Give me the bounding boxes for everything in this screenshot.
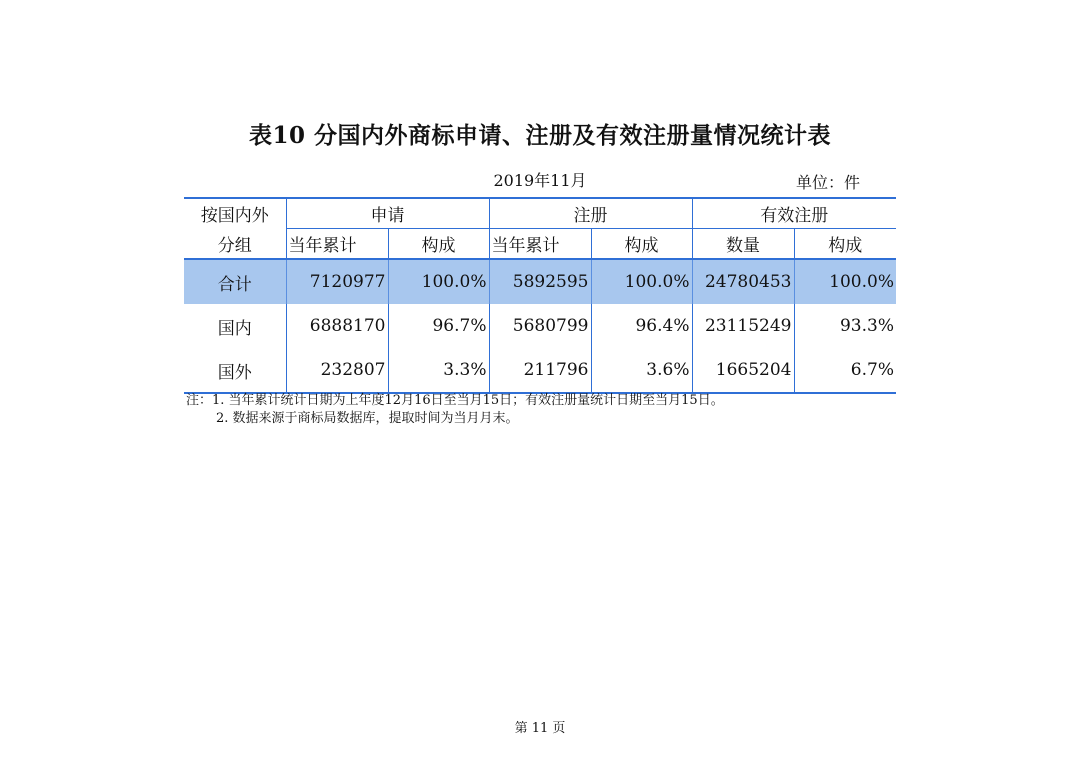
table-cell: 24780453	[692, 259, 794, 304]
row-label: 国外	[184, 348, 286, 393]
subheader-valid-share: 构成	[828, 236, 863, 256]
table-cell: 96.7%	[388, 304, 489, 348]
unit-label: 单位：件	[796, 173, 861, 192]
table-cell: 5680799	[489, 304, 591, 348]
table-row-foreign	[184, 348, 896, 393]
table-cell: 232807	[286, 348, 388, 393]
table-cell: 23115249	[692, 304, 794, 348]
row-header-bottom: 分组	[184, 229, 286, 260]
subheader-registration-share: 构成	[591, 229, 692, 260]
table-row-total	[184, 259, 896, 304]
table-cell: 6.7%	[794, 348, 896, 393]
table-cell: 211796	[489, 348, 591, 393]
note-2: 2. 数据来源于商标局数据库，提取时间为当月月末。	[216, 411, 519, 426]
subheader-application-cumulative: 当年累计	[286, 229, 388, 260]
report-date: 2019年11月	[493, 171, 587, 190]
subheader-valid-count: 数量	[692, 229, 794, 260]
page-number: 第 11 页	[514, 721, 566, 736]
table-cell: 100.0%	[388, 259, 489, 304]
row-header-top: 按国内外	[184, 198, 286, 229]
group-header-valid-registration: 有效注册	[692, 198, 896, 229]
table-cell: 93.3%	[839, 316, 894, 336]
note-1: 注：1. 当年累计统计日期为上年度12月16日至当月15日；有效注册量统计日期至当月15日。	[186, 393, 724, 408]
table-cell: 7120977	[286, 259, 388, 304]
group-header-application: 申请	[286, 198, 489, 229]
table-cell: 100.0%	[794, 259, 896, 304]
row-label: 合计	[184, 259, 286, 304]
table-cell: 1665204	[692, 348, 794, 393]
table-row-domestic	[184, 304, 896, 348]
page-title: 表10 分国内外商标申请、注册及有效注册量情况统计表	[248, 122, 831, 149]
table-cell: 3.3%	[388, 348, 489, 393]
table-cell: 3.6%	[591, 348, 692, 393]
stats-table	[184, 197, 896, 394]
table-cell: 100.0%	[591, 259, 692, 304]
table-cell: 96.4%	[591, 304, 692, 348]
row-label: 国内	[184, 304, 286, 348]
table-cell: 6888170	[286, 304, 388, 348]
subheader-application-share: 构成	[388, 229, 489, 260]
table-notes	[186, 392, 724, 428]
group-header-registration: 注册	[489, 198, 692, 229]
subheader-registration-cumulative: 当年累计	[489, 229, 591, 260]
table-cell: 5892595	[489, 259, 591, 304]
